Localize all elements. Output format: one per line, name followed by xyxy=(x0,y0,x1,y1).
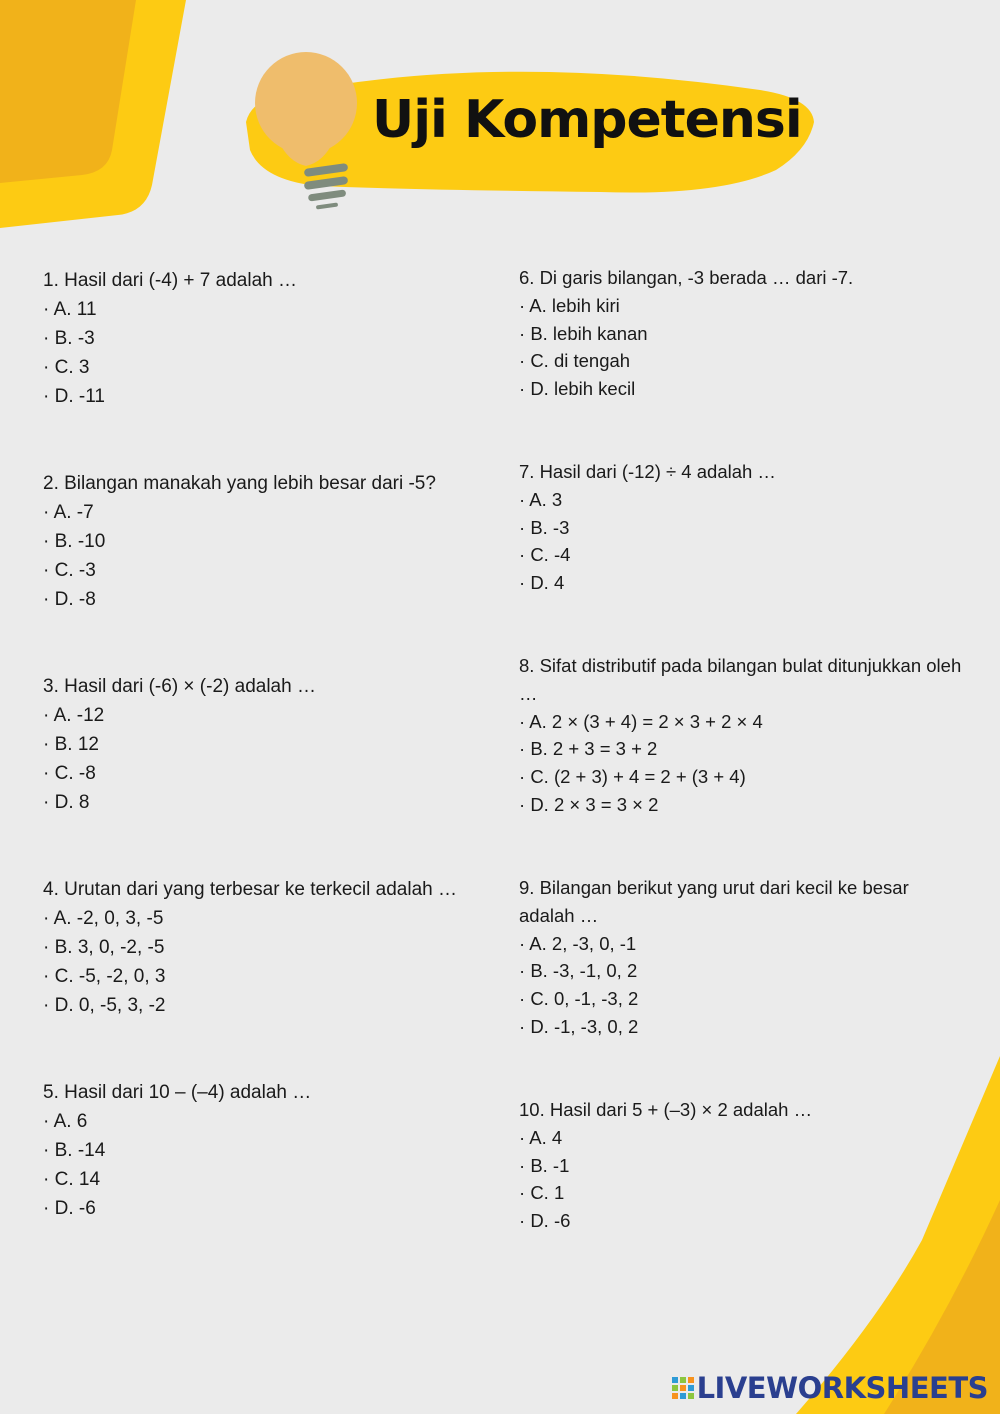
question-5 xyxy=(43,1078,311,1223)
option: · D. -8 xyxy=(43,585,436,614)
option: · D. 0, -5, 3, -2 xyxy=(43,991,457,1020)
option: · C. -4 xyxy=(519,541,969,569)
option: · A. 6 xyxy=(43,1107,311,1136)
brand-text: LIVEWORKSHEETS xyxy=(696,1371,988,1405)
option: · B. -3 xyxy=(43,324,297,353)
option: · D. -11 xyxy=(43,382,297,411)
option: · D. -1, -3, 0, 2 xyxy=(519,1013,969,1041)
liveworksheets-brand[interactable] xyxy=(672,1371,988,1405)
question-stem: 10. Hasil dari 5 + (–3) × 2 adalah … xyxy=(519,1099,813,1120)
option: · B. 12 xyxy=(43,730,316,759)
option: · A. -2, 0, 3, -5 xyxy=(43,904,457,933)
question-6 xyxy=(519,264,969,403)
option: · C. -8 xyxy=(43,759,316,788)
question-3 xyxy=(43,672,316,817)
option: · A. lebih kiri xyxy=(519,292,969,320)
question-stem: 1. Hasil dari (-4) + 7 adalah … xyxy=(43,270,297,291)
question-stem: 9. Bilangan berikut yang urut dari kecil ke besar adalah … xyxy=(519,877,909,926)
question-4 xyxy=(43,875,457,1020)
option: · C. 3 xyxy=(43,353,297,382)
option: · C. di tengah xyxy=(519,347,969,375)
question-1 xyxy=(43,266,297,411)
option: · C. 14 xyxy=(43,1165,311,1194)
page-title: Uji Kompetensi xyxy=(372,90,802,150)
option: · A. 3 xyxy=(519,486,969,514)
option: · C. 1 xyxy=(519,1179,969,1207)
question-10 xyxy=(519,1096,969,1235)
option: · A. -7 xyxy=(43,498,436,527)
option: · A. 11 xyxy=(43,295,297,324)
question-stem: 7. Hasil dari (-12) ÷ 4 adalah … xyxy=(519,461,776,482)
option: · D. -6 xyxy=(43,1194,311,1223)
option: · B. -1 xyxy=(519,1152,969,1180)
option: · C. -3 xyxy=(43,556,436,585)
option: · D. -6 xyxy=(519,1207,969,1235)
option: · D. 4 xyxy=(519,569,969,597)
option: · B. -10 xyxy=(43,527,436,556)
question-8 xyxy=(519,652,969,819)
question-stem: 4. Urutan dari yang terbesar ke terkecil adalah … xyxy=(43,879,457,900)
question-stem: 5. Hasil dari 10 – (–4) adalah … xyxy=(43,1082,312,1103)
question-7 xyxy=(519,458,969,597)
option: · B. -3, -1, 0, 2 xyxy=(519,957,969,985)
question-stem: 8. Sifat distributif pada bilangan bulat ditunjukkan oleh … xyxy=(519,655,962,704)
option: · B. 3, 0, -2, -5 xyxy=(43,933,457,962)
question-stem: 6. Di garis bilangan, -3 berada … dari -7. xyxy=(519,267,854,288)
option: · A. -12 xyxy=(43,701,316,730)
liveworksheets-logo-icon xyxy=(672,1377,694,1399)
option: · D. lebih kecil xyxy=(519,375,969,403)
option: · B. -14 xyxy=(43,1136,311,1165)
question-stem: 3. Hasil dari (-6) × (-2) adalah … xyxy=(43,676,316,697)
option: · D. 2 × 3 = 3 × 2 xyxy=(519,791,969,819)
option: · C. (2 + 3) + 4 = 2 + (3 + 4) xyxy=(519,763,969,791)
question-2 xyxy=(43,469,436,614)
option: · A. 2, -3, 0, -1 xyxy=(519,930,969,958)
option: · C. 0, -1, -3, 2 xyxy=(519,985,969,1013)
option: · D. 8 xyxy=(43,788,316,817)
option: · A. 2 × (3 + 4) = 2 × 3 + 2 × 4 xyxy=(519,708,969,736)
option: · B. -3 xyxy=(519,514,969,542)
option: · A. 4 xyxy=(519,1124,969,1152)
question-stem: 2. Bilangan manakah yang lebih besar dari -5? xyxy=(43,473,436,494)
option: · C. -5, -2, 0, 3 xyxy=(43,962,457,991)
option: · B. 2 + 3 = 3 + 2 xyxy=(519,735,969,763)
option: · B. lebih kanan xyxy=(519,320,969,348)
question-9 xyxy=(519,874,969,1041)
